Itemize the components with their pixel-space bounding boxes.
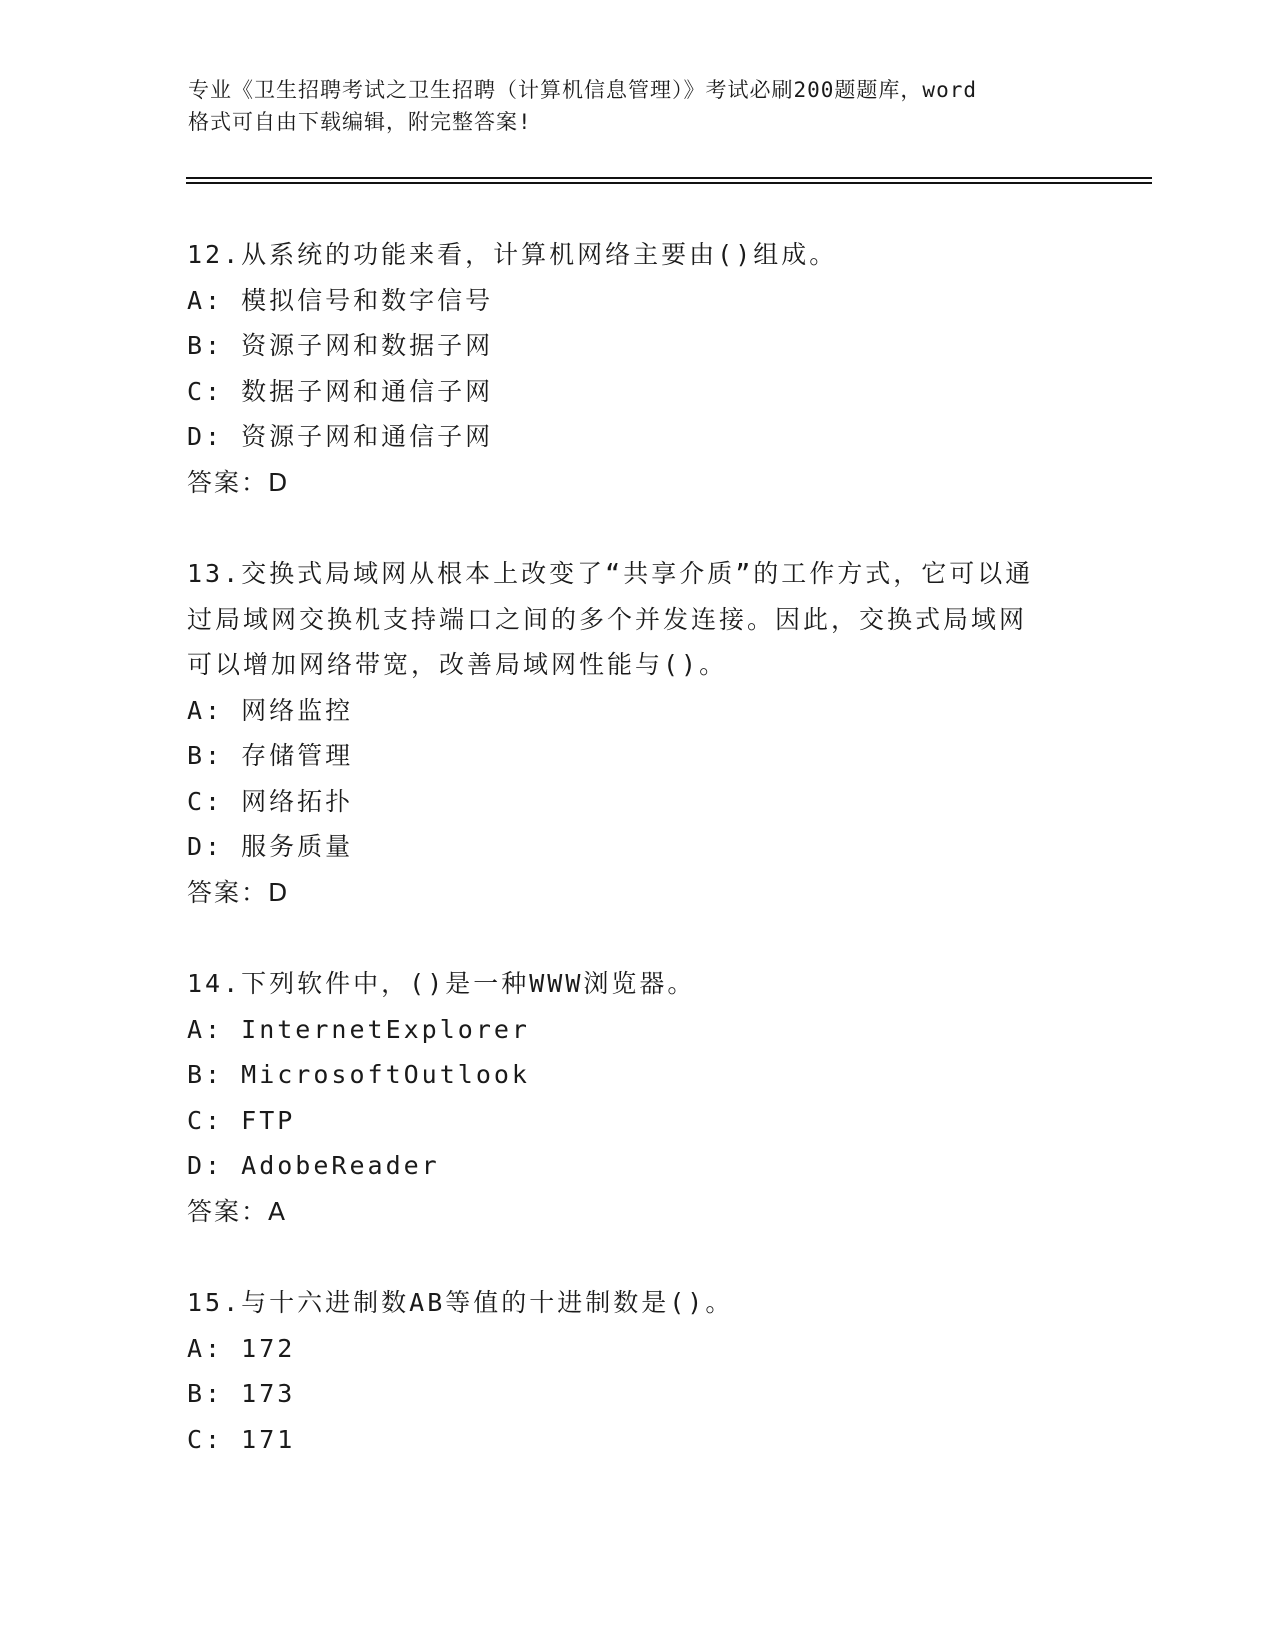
- option-b: B: MicrosoftOutlook: [187, 1060, 530, 1089]
- option-a: A: 模拟信号和数字信号: [187, 285, 494, 315]
- header-line-2: 格式可自由下载编辑，附完整答案!: [188, 110, 532, 134]
- option-d: D: AdobeReader: [187, 1151, 440, 1180]
- question-15: [187, 1280, 1087, 1462]
- option-c: C: FTP: [187, 1105, 296, 1135]
- header-divider-bottom: [186, 182, 1152, 184]
- option-d: D: 服务质量: [187, 832, 354, 861]
- question-stem-line-1: 13.交换式局域网从根本上改变了“共享介质”的工作方式，它可以通: [187, 559, 1034, 588]
- question-stem-line-2: 过局域网交换机支持端口之间的多个并发连接。因此，交换式局域网: [187, 604, 1028, 634]
- option-c: C: 网络拓扑: [187, 786, 354, 816]
- question-14: [187, 961, 1087, 1234]
- option-c: C: 数据子网和通信子网: [187, 376, 494, 406]
- answer-label: 答案：A: [187, 1196, 288, 1226]
- option-c: C: 171: [187, 1424, 296, 1454]
- option-d: D: 资源子网和通信子网: [187, 422, 494, 451]
- option-a: A: InternetExplorer: [187, 1014, 530, 1044]
- question-stem: 14.下列软件中，()是一种WWW浏览器。: [187, 969, 696, 998]
- option-b: B: 173: [187, 1379, 296, 1408]
- header-divider-top: [186, 177, 1152, 179]
- answer-label: 答案：D: [187, 877, 290, 907]
- question-stem: 12.从系统的功能来看，计算机网络主要由()组成。: [187, 240, 838, 269]
- option-b: B: 资源子网和数据子网: [187, 331, 494, 360]
- header-line-1: 专业《卫生招聘考试之卫生招聘（计算机信息管理）》考试必刷200题题库，word: [188, 78, 977, 102]
- option-a: A: 172: [187, 1333, 296, 1363]
- question-stem-line-3: 可以增加网络带宽，改善局域网性能与()。: [187, 650, 728, 679]
- answer-label: 答案：D: [187, 467, 290, 497]
- question-13: [187, 551, 1087, 915]
- option-b: B: 存储管理: [187, 741, 354, 770]
- question-12: [187, 232, 1087, 505]
- question-list: [187, 232, 1087, 1508]
- option-a: A: 网络监控: [187, 695, 354, 725]
- question-stem: 15.与十六进制数AB等值的十进制数是()。: [187, 1288, 734, 1317]
- document-header: [188, 74, 1088, 138]
